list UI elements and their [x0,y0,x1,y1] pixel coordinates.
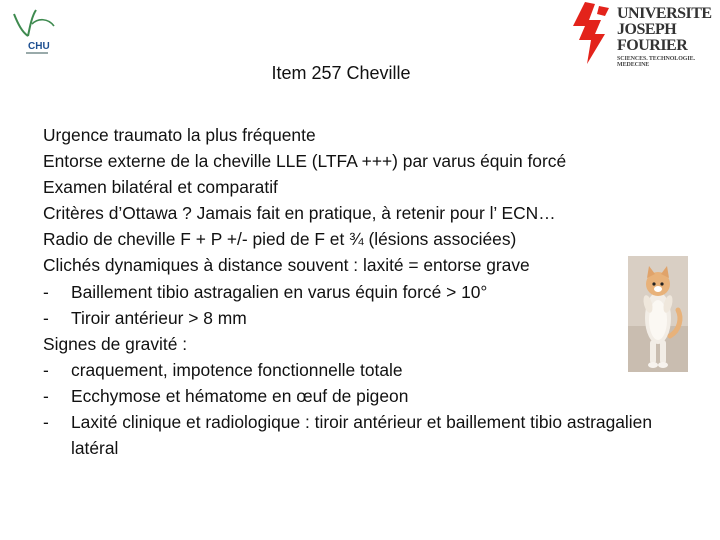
bullet-text: Ecchymose et hématome en œuf de pigeon [71,385,409,406]
slide-title-text: Item 257 Cheville [271,63,411,83]
ujf-logo-text [617,6,720,68]
body-line: Clichés dynamiques à distance souvent : laxité = entorse grave [43,255,530,276]
bullet-item [43,305,683,331]
body-line: Critères d’Ottawa ? Jamais fait en pratique, à retenir pour l’ ECN… [43,203,556,224]
bullet-text: Laxité clinique et radiologique : tiroir antérieur et baillement tibio astragalien latéral [71,412,652,459]
bullet-item [43,383,683,409]
bullet-dash: - [43,281,49,302]
body-line: Entorse externe de la cheville LLE (LTFA +++) par varus équin forcé [43,151,567,172]
bullet-item [43,279,683,305]
slide-body [43,122,683,461]
chu-logo-icon [8,6,60,56]
chu-logo [8,6,60,56]
ujf-logo-line1: UNIVERSITE [617,5,712,22]
ujf-logo [565,0,720,66]
bullet-dash: - [43,307,49,328]
ujf-flame-icon [565,0,625,66]
bullet-item [43,409,683,461]
chu-logo-text: CHU [28,41,50,52]
cat-photo-icon [628,256,688,372]
standing-cat-photo [628,256,688,372]
body-line: Radio de cheville F + P +/- pied de F et ¾ (lésions associées) [43,229,517,250]
body-line: Signes de gravité : [43,333,188,354]
ujf-logo-line3: SCIENCES. TECHNOLOGIE. MEDECINE [617,56,695,68]
bullet-text: Tiroir antérieur > 8 mm [71,307,247,328]
body-line: Examen bilatéral et comparatif [43,177,278,198]
bullet-text: Baillement tibio astragalien en varus équin forcé > 10° [71,281,488,302]
bullet-text: craquement, impotence fonctionnelle totale [71,359,403,380]
bullet-dash: - [43,412,49,433]
bullet-item [43,357,683,383]
ujf-logo-line2: JOSEPH FOURIER [617,21,688,54]
bullet-dash: - [43,385,49,406]
bullet-dash: - [43,359,49,380]
body-line: Urgence traumato la plus fréquente [43,125,316,145]
slide-title [0,63,720,84]
